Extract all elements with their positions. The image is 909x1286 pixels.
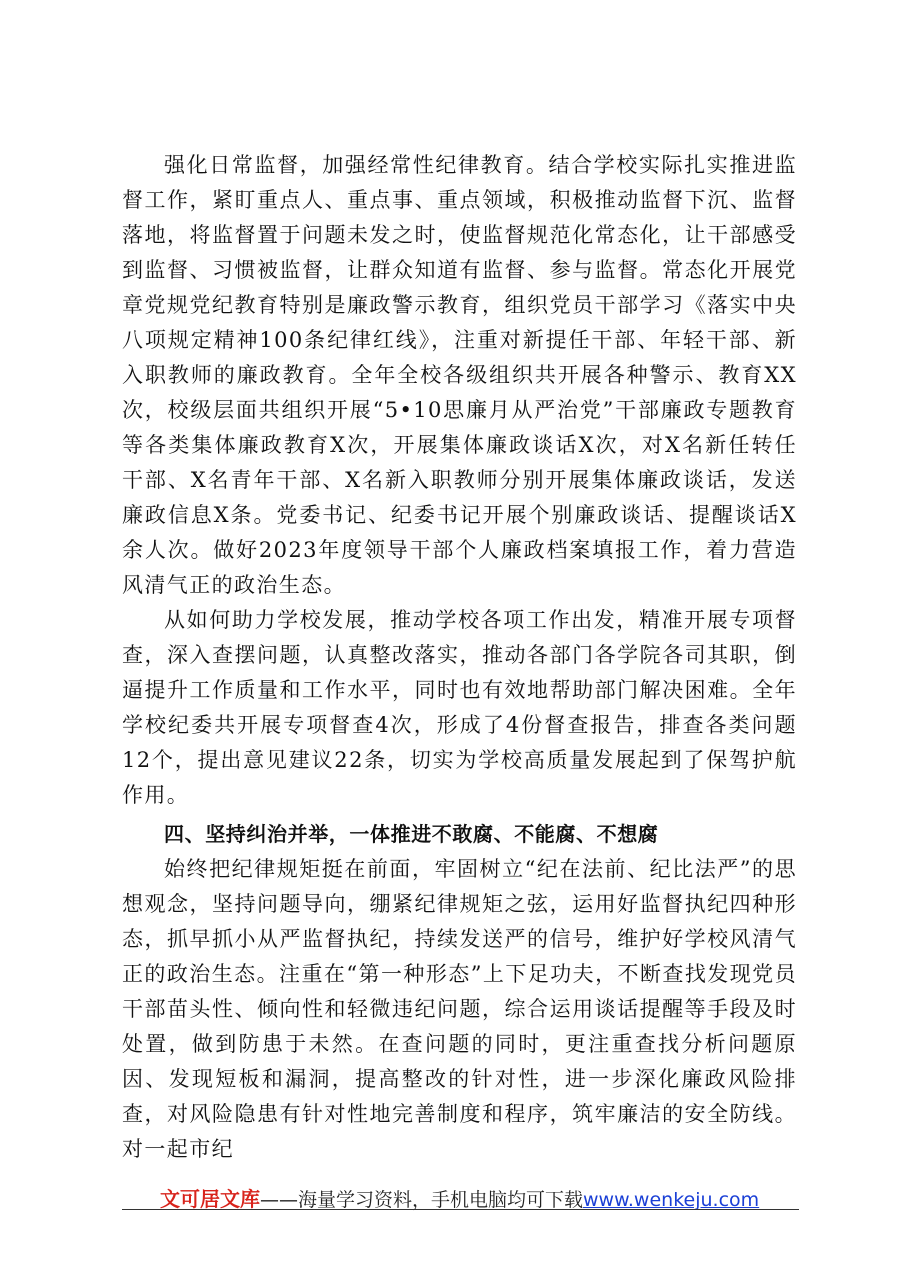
footer [160,1183,800,1212]
section-heading: 四、坚持纠治并举，一体推进不敢腐、不能腐、不想腐 [164,822,659,846]
footer-tagline: ——海量学习资料，手机电脑均可下载 [260,1189,584,1211]
paragraph-supervision: 强化日常监督，加强经常性纪律教育。结合学校实际扎实推进监督工作，紧盯重点人、重点事、重点领域，积极推动监督下沉、监督落地，将监督置于问题未发之时，使监督规范化常态化，让干部感受到监督、习惯被监督，让群众知道有监督、参与监督。常态化开展党章党规党纪教育特别是廉政警示教育，组织党员干部学习《落实中央八项规定精神100条纪律红线》，注重对新提任干部、年轻干部、新入职教师的廉政教育。全年全校各级组织共开展各种警示、教育XX次，校级层面共组织开展“5•10思廉月从严治党”干部廉政专题教育等各类集体廉政教育X次，开展集体廉政谈话X次，对X名新任转任干部、X名青年干部、X名新入职教师分别开展集体廉政谈话，发送廉政信息X条。党委书记、纪委书记开展个别廉政谈话、提醒谈话X余人次。做好2023年度领导干部个人廉政档案填报工作，着力营造风清气正的政治生态。 [122,153,797,597]
footer-divider [122,1209,799,1210]
footer-link[interactable]: www.wenkeju.com [583,1189,760,1211]
document-body [122,148,797,1167]
footer-brand: 文可居文库 [160,1187,260,1211]
paragraph-special-inspection: 从如何助力学校发展，推动学校各项工作出发，精准开展专项督查，深入查摆问题，认真整改落实，推动各部门各学院各司其职，倒逼提升工作质量和工作水平，同时也有效地帮助部门解决困难。全年学校纪委共开展专项督查4次，形成了4份督查报告，排查各类问题12个，提出意见建议22条，切实为学校高质量发展起到了保驾护航作用。 [122,608,797,807]
paragraph-discipline: 始终把纪律规矩挺在前面，牢固树立“纪在法前、纪比法严”的思想观念，坚持问题导向，绷紧纪律规矩之弦，运用好监督执纪四种形态，抓早抓小从严监督执纪，持续发送严的信号，维护好学校风清气正的政治生态。注重在“第一种形态”上下足功夫，不断查找发现党员干部苗头性、倾向性和轻微违纪问题，综合运用谈话提醒等手段及时处置，做到防患于未然。在查问题的同时，更注重查找分析问题原因、发现短板和漏洞，提高整改的针对性，进一步深化廉政风险排查，对风险隐患有针对性地完善制度和程序，筑牢廉洁的安全防线。对一起市纪 [122,857,797,1161]
